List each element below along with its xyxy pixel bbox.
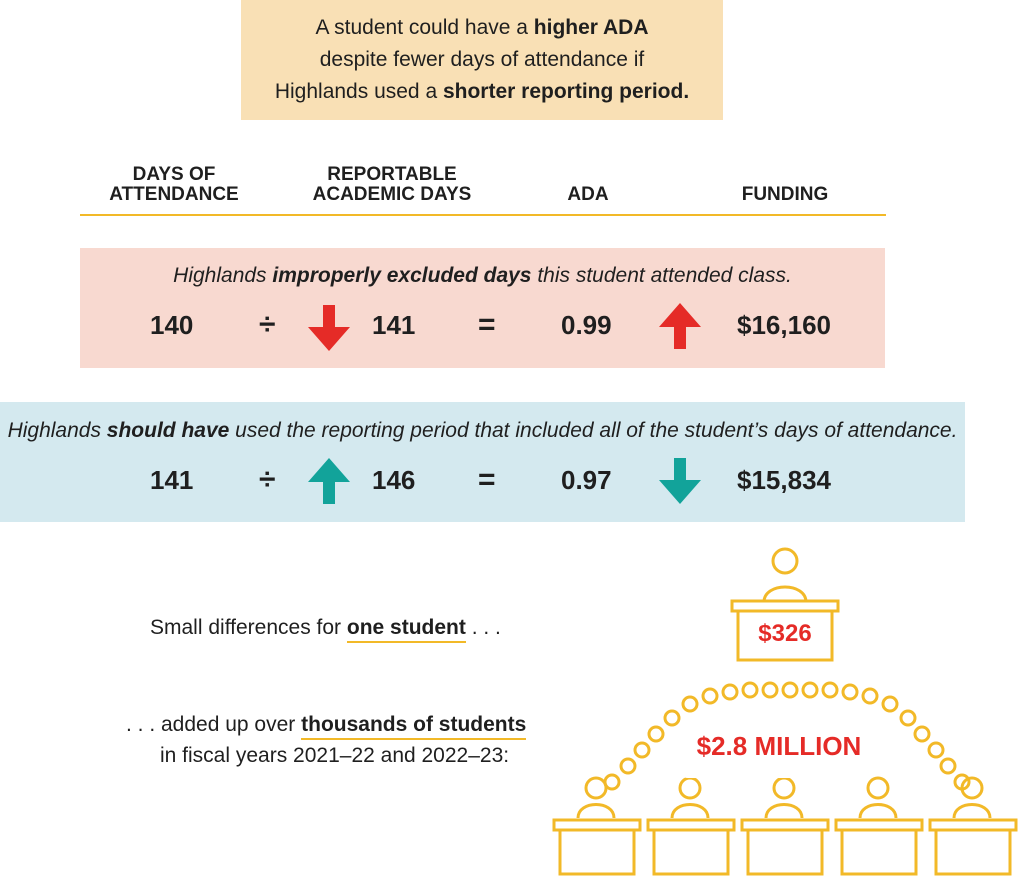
improper-days-value: 140	[150, 310, 194, 340]
proper-reportable-value: 146	[372, 465, 416, 495]
callout-box	[241, 0, 723, 120]
callout-line-1: A student could have a higher ADA	[315, 16, 649, 39]
many-students-desks-illustration	[550, 680, 1024, 876]
one-student-amount: $326	[758, 620, 812, 647]
proper-reportable-up-arrow-icon	[308, 458, 350, 504]
thousands-students-text: . . . added up over thousands of students	[126, 713, 526, 737]
header-reportable-academic-days: REPORTABLE ACADEMIC DAYS	[312, 164, 472, 205]
header-divider	[80, 214, 886, 216]
improper-funding-up-arrow-icon	[659, 303, 701, 349]
improper-funding-value: $16,160	[737, 310, 831, 340]
callout-line-3: Highlands used a shorter reporting period.	[274, 80, 690, 103]
proper-funding-down-arrow-icon	[659, 458, 701, 504]
proper-equals-sign: =	[478, 463, 496, 496]
header-days-of-attendance: DAYS OF ATTENDANCE	[109, 164, 239, 205]
improper-equals-sign: =	[478, 308, 496, 341]
improper-ada-value: 0.99	[561, 310, 612, 340]
improper-note: Highlands improperly excluded days this student attended class.	[173, 264, 792, 287]
proper-divide-sign: ÷	[259, 463, 276, 496]
improper-reportable-value: 141	[372, 310, 416, 340]
header-ada: ADA	[567, 184, 609, 205]
improper-reportable-down-arrow-icon	[308, 305, 350, 351]
callout-line-2: despite fewer days of attendance if	[319, 48, 645, 71]
proper-funding-value: $15,834	[737, 465, 831, 495]
proper-note: Highlands should have used the reporting period that included all of the student’s days of attendance.	[7, 419, 958, 442]
thousands-students-amount: $2.8 MILLION	[696, 731, 862, 761]
improper-divide-sign: ÷	[259, 308, 276, 341]
one-student-text: Small differences for one student . . .	[150, 616, 501, 640]
proper-days-value: 141	[150, 465, 194, 495]
fiscal-years-text: in fiscal years 2021–22 and 2022–23:	[160, 744, 510, 767]
proper-ada-value: 0.97	[561, 465, 612, 495]
header-funding: FUNDING	[741, 184, 829, 205]
